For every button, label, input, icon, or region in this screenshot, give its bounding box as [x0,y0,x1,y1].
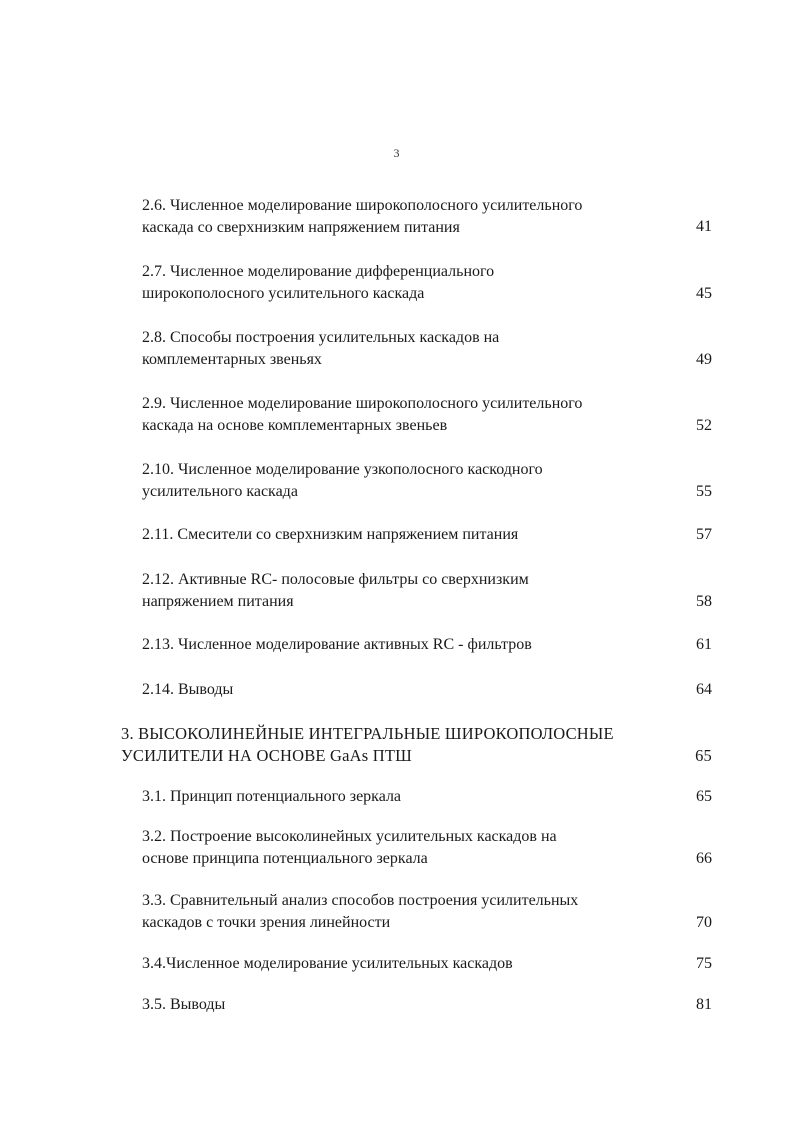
toc-entry-page: 58 [696,593,712,610]
toc-entry-title: 3.4.Численное моделирование усилительных каскадов [142,955,513,972]
toc-entry-page: 75 [696,955,712,972]
toc-entry-title: 2.12. Активные RC- полосовые фильтры со сверхнизким напряжением питания [142,571,529,610]
toc-entry-title: 2.14. Выводы [142,681,234,698]
toc-entry-page: 66 [696,850,712,867]
toc-entry-title: 3.5. Выводы [142,996,226,1013]
toc-entry-title: 3.2. Построение высоколинейных усилительных каскадов на основе принципа потенциального зеркала [142,828,557,867]
toc-entry-page: 65 [696,788,712,805]
toc-entry-page: 57 [696,526,712,543]
toc-entry-page: 52 [696,417,712,434]
toc-entry-title: 2.7. Численное моделирование дифференциального широкополосного усилительного каскада [142,263,495,302]
page-number: 3 [393,146,400,160]
toc-entry-title: 2.6. Численное моделирование широкополосного усилительного каскада со сверхнизким напряжением питания [142,197,583,236]
toc-entry-page: 55 [696,483,712,500]
toc-entry-title: 2.13. Численное моделирование активных RC - фильтров [142,636,532,653]
toc-entry-title: 3.3. Сравнительный анализ способов построения усилительных каскадов с точки зрения линейности [142,892,579,931]
toc-entry-page: 65 [695,746,712,765]
toc-entry-page: 81 [696,996,712,1013]
toc-entry-page: 45 [696,285,712,302]
toc-entry-title: 2.11. Смесители со сверхнизким напряжением питания [142,526,519,543]
toc-entry-page: 49 [696,351,712,368]
toc-entry-page: 61 [696,636,712,653]
toc-entry-title: 2.8. Способы построения усилительных каскадов на комплементарных звеньях [142,329,500,368]
toc-entry-page: 70 [696,914,712,931]
toc-entry-page: 64 [696,681,712,698]
toc-entry-title: 2.9. Численное моделирование широкополосного усилительного каскада на основе комплементарных звеньев [142,395,583,434]
toc-entry-title: 2.10. Численное моделирование узкополосного каскодного усилительного каскада [142,461,543,500]
toc-entry-page: 41 [696,218,712,235]
toc-entry-title: 3.1. Принцип потенциального зеркала [142,788,402,805]
toc-chapter-title: 3. ВЫСОКОЛИНЕЙНЫЕ ИНТЕГРАЛЬНЫЕ ШИРОКОПОЛОСНЫЕ УСИЛИТЕЛИ НА ОСНОВЕ GaAs ПТШ [121,724,614,765]
